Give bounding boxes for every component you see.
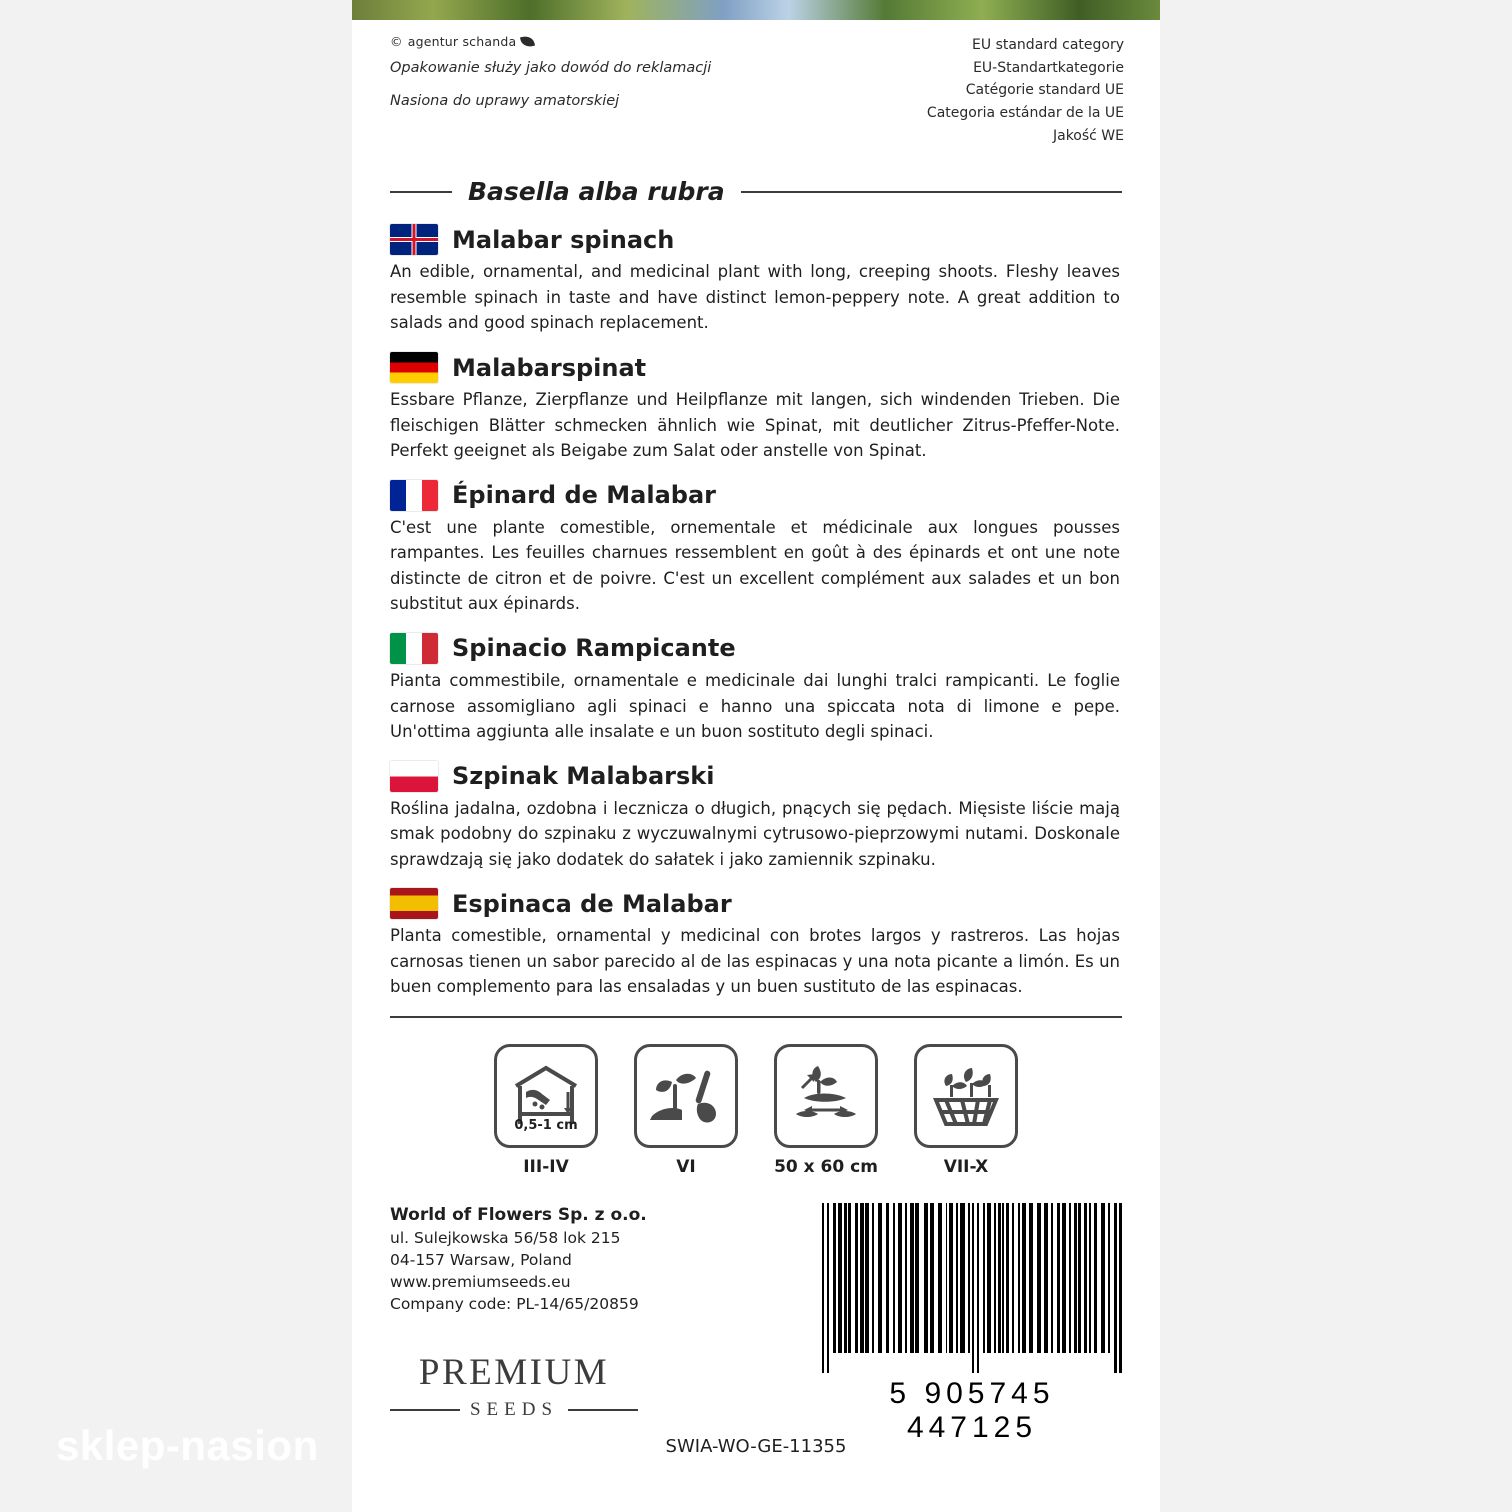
latin-name: Basella alba rubra (468, 177, 725, 207)
divider-right (741, 191, 1122, 193)
language-header-es (390, 888, 1122, 919)
language-body-en: An edible, ornamental, and medicinal plant with long, creeping shoots. Fleshy leaves resemble spinach in taste and have distinct lemon-peppery note. A great addition to salads and good spinach replacement. (390, 262, 1120, 333)
watermark: sklep-nasion (56, 1422, 319, 1469)
spacing-icon (774, 1044, 878, 1148)
packet-back (352, 0, 1160, 1445)
company-code: Company code: PL-14/65/20859 (390, 1295, 639, 1314)
eu-category-de: EU-Standartkategorie (973, 59, 1124, 76)
language-header-en (390, 224, 1122, 255)
pictogram-label-harvest: VII-X (943, 1157, 989, 1178)
company-address-2: 04-157 Warsaw, Poland (390, 1251, 572, 1270)
pictogram-row (352, 1044, 1160, 1177)
brand-seeds-text: SEEDS (469, 1399, 559, 1421)
company-address-1: ul. Sulejkowska 56/58 lok 215 (390, 1229, 621, 1248)
svg-text:0,5-1 cm: 0,5-1 cm (514, 1118, 578, 1134)
language-block-it (390, 633, 1122, 745)
language-block-en (390, 224, 1122, 336)
language-body-es: Planta comestible, ornamental y medicinal con brotes largos y rastreros. Las hojas carnosas tienen un sabor parecido al de las espinacas y una nota picante a limón. Es un buen complemento para las ensaladas y un buen sustituto de las espinacas. (390, 926, 1120, 997)
photo-strip (352, 0, 1160, 20)
company-website: www.premiumseeds.eu (390, 1273, 571, 1292)
language-block-es (390, 888, 1122, 1000)
eu-category-es: Categoria estándar de la UE (926, 105, 1124, 122)
barcode-block (822, 1203, 1122, 1445)
language-header-it (390, 633, 1122, 664)
poland-flag-icon (390, 761, 438, 792)
brand-logo (390, 1351, 638, 1421)
meta-note-2: Nasiona do uprawy amatorskiej (390, 93, 620, 110)
pictogram-label-planting: VI (676, 1157, 696, 1178)
language-title-es: Espinaca de Malabar (452, 889, 732, 918)
brand-seeds-row (390, 1399, 638, 1421)
packet-content (352, 20, 1160, 1445)
language-title-en: Malabar spinach (452, 225, 675, 254)
language-header-pl (390, 761, 1122, 792)
product-code: SWIA-WO-GE-11355 (665, 1436, 847, 1457)
harvest-icon (914, 1044, 1018, 1148)
language-body-it: Pianta commestibile, ornamentale e medicinale dai lunghi tralci rampicanti. Le foglie carnose assomigliano agli spinaci e hanno una spiccata nota di limone e pepe. Un'ottima aggiunta alle insalate e un buon sostituto degli spinaci. (390, 670, 1120, 742)
meta-row (352, 20, 1160, 147)
language-sections (390, 224, 1122, 1000)
spain-flag-icon (390, 888, 438, 919)
footer (390, 1203, 1122, 1445)
italy-flag-icon (390, 633, 438, 664)
barcode-number: 5 905745 447125 (889, 1377, 1055, 1445)
language-body-de: Essbare Pflanze, Zierpflanze und Heilpflanze mit langen, sich windenden Trieben. Die fleischigen Blätter schmecken ähnlich wie Spinat, mit deutlicher Zitrus-Pfeffer-Note. Perfekt geeignet als Beigabe zum Salat oder anstelle von Spinat. (390, 390, 1120, 461)
eu-category-block (927, 34, 1124, 147)
right-gutter (1160, 0, 1512, 1512)
language-block-fr (390, 480, 1122, 617)
pictogram-sowing-depth (494, 1044, 598, 1177)
language-header-de (390, 352, 1122, 383)
brand-rule-right (568, 1409, 638, 1411)
uk-flag-icon (390, 224, 438, 255)
pictogram-label-spacing: 50 x 60 cm (774, 1157, 878, 1178)
copyright-text: agentur schanda (407, 34, 517, 49)
language-header-fr (390, 480, 1122, 511)
copyright-line (390, 34, 711, 49)
company-block (390, 1203, 647, 1315)
latin-name-divider (390, 177, 1122, 206)
language-body-pl: Roślina jadalna, ozdobna i lecznicza o długich, pnących się pędach. Mięsiste liście mają smak podobny do szpinaku z wyczuwalnymi cytrusowo-pieprzowymi nutami. Doskonale sprawdzają się jako dodatek do sałatek i jako zamiennik szpinaku. (390, 798, 1120, 869)
language-body-fr: C'est une plante comestible, ornementale et médicinale aux longues pousses rampantes. Les feuilles charnues ressemblent en goût à des épinards et ont une note distincte de citron et de poivre. C'est un excellent complément aux salades et un bon substitut aux épinards. (390, 517, 1120, 614)
barcode-bars (822, 1203, 1122, 1373)
language-title-de: Malabarspinat (452, 353, 647, 382)
brand-premium-text: PREMIUM (418, 1352, 610, 1394)
pictogram-harvest (914, 1044, 1018, 1177)
language-title-it: Spinacio Rampicante (452, 634, 736, 663)
footer-left (390, 1203, 647, 1421)
company-name: World of Flowers Sp. z o.o. (390, 1205, 647, 1226)
pictogram-planting (634, 1044, 738, 1177)
bottom-divider (390, 1016, 1122, 1018)
eu-category-pl: Jakość WE (1052, 127, 1124, 144)
meta-note-1: Opakowanie służy jako dowód do reklamacji (390, 60, 712, 76)
language-block-pl (390, 761, 1122, 873)
eu-category-en: EU standard category (972, 37, 1124, 53)
meta-left-notes (390, 58, 711, 112)
pictogram-label-sowing: III-IV (523, 1157, 569, 1178)
left-gutter (0, 0, 352, 1512)
sowing-depth-icon (494, 1044, 598, 1148)
france-flag-icon (390, 480, 438, 511)
germany-flag-icon (390, 352, 438, 383)
pictogram-spacing (774, 1044, 878, 1177)
eu-category-fr: Catégorie standard UE (965, 82, 1124, 99)
divider-left (390, 191, 452, 193)
copyright-symbol: © (390, 34, 403, 49)
planting-out-icon (634, 1044, 738, 1148)
language-block-de (390, 352, 1122, 464)
language-title-pl: Szpinak Malabarski (452, 762, 715, 791)
brand-rule-left (390, 1409, 460, 1411)
meta-left (390, 34, 711, 147)
language-title-fr: Épinard de Malabar (452, 481, 716, 510)
leaf-icon (520, 35, 535, 48)
